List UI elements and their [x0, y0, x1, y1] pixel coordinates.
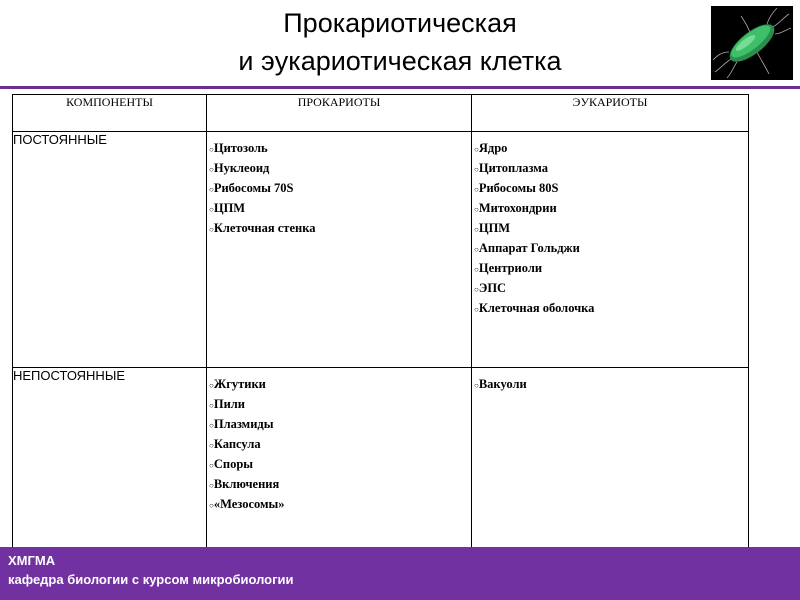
list-item: ○Цитозоль [209, 141, 268, 155]
bullet-icon: ○ [209, 441, 214, 450]
list-permanent-eukaryotes [472, 132, 748, 318]
row-label-temporary: НЕПОСТОЯННЫЕ [13, 368, 207, 555]
list-item: ○Цитоплазма [474, 161, 548, 175]
list-item: ○ЦПМ [474, 221, 511, 235]
table-header-row [13, 95, 749, 132]
cell-temporary-prokaryotes [207, 368, 472, 555]
list-item: ○«Мезосомы» [209, 497, 285, 511]
list-item: ○Рибосомы 80S [474, 181, 559, 195]
bullet-icon: ○ [474, 381, 479, 390]
row-label-permanent: ПОСТОЯННЫЕ [13, 132, 207, 368]
bacterium-icon [711, 6, 793, 80]
bullet-icon: ○ [209, 225, 214, 234]
list-item: ○Ядро [474, 141, 508, 155]
bullet-icon: ○ [209, 401, 214, 410]
bullet-icon: ○ [474, 285, 479, 294]
cell-permanent-prokaryotes [207, 132, 472, 368]
slide-title-line-1: Прокариотическая [283, 8, 517, 38]
list-item: ○Жгутики [209, 377, 266, 391]
bullet-icon: ○ [474, 185, 479, 194]
bullet-icon: ○ [209, 165, 214, 174]
list-item: ○Капсула [209, 437, 261, 451]
bullet-icon: ○ [209, 145, 214, 154]
list-item: ○Пили [209, 397, 245, 411]
header-eukaryotes: ЭУКАРИОТЫ [472, 95, 749, 132]
table-row-temporary [13, 368, 749, 555]
list-item: ○Вакуоли [474, 377, 527, 391]
list-temporary-prokaryotes [207, 368, 471, 514]
bullet-icon: ○ [474, 145, 479, 154]
slide-title-line-2: и эукариотическая клетка [238, 46, 562, 76]
bullet-icon: ○ [209, 205, 214, 214]
bullet-icon: ○ [209, 481, 214, 490]
bullet-icon: ○ [474, 225, 479, 234]
bullet-icon: ○ [474, 205, 479, 214]
footer-bar [0, 547, 800, 600]
list-item: ○Клеточная стенка [209, 221, 316, 235]
list-item: ○Плазмиды [209, 417, 274, 431]
footer-institution: ХМГМА [8, 553, 56, 568]
bacterium-illustration [711, 6, 793, 80]
bullet-icon: ○ [209, 381, 214, 390]
list-item: ○ЭПС [474, 281, 507, 295]
table-row-permanent [13, 132, 749, 368]
footer-department: кафедра биологии с курсом микробиологии [8, 572, 294, 587]
list-permanent-prokaryotes [207, 132, 471, 238]
bullet-icon: ○ [474, 265, 479, 274]
list-item: ○ЦПМ [209, 201, 246, 215]
list-item: ○Нуклеоид [209, 161, 270, 175]
bullet-icon: ○ [209, 461, 214, 470]
slide-title [0, 4, 800, 80]
cell-permanent-eukaryotes [472, 132, 749, 368]
list-item: ○Клеточная оболочка [474, 301, 595, 315]
list-item: ○Включения [209, 477, 280, 491]
list-item: ○Споры [209, 457, 254, 471]
header-components: КОМПОНЕНТЫ [13, 95, 207, 132]
bullet-icon: ○ [474, 165, 479, 174]
bullet-icon: ○ [474, 305, 479, 314]
cell-comparison-table [12, 94, 749, 555]
bullet-icon: ○ [209, 185, 214, 194]
list-item: ○Аппарат Гольджи [474, 241, 580, 255]
header-prokaryotes: ПРОКАРИОТЫ [207, 95, 472, 132]
list-item: ○Центриоли [474, 261, 543, 275]
list-item: ○Рибосомы 70S [209, 181, 294, 195]
bullet-icon: ○ [474, 245, 479, 254]
bullet-icon: ○ [209, 421, 214, 430]
list-item: ○Митохондрии [474, 201, 557, 215]
bullet-icon: ○ [209, 501, 214, 510]
cell-temporary-eukaryotes [472, 368, 749, 555]
title-divider [0, 86, 800, 89]
list-temporary-eukaryotes [472, 368, 748, 394]
